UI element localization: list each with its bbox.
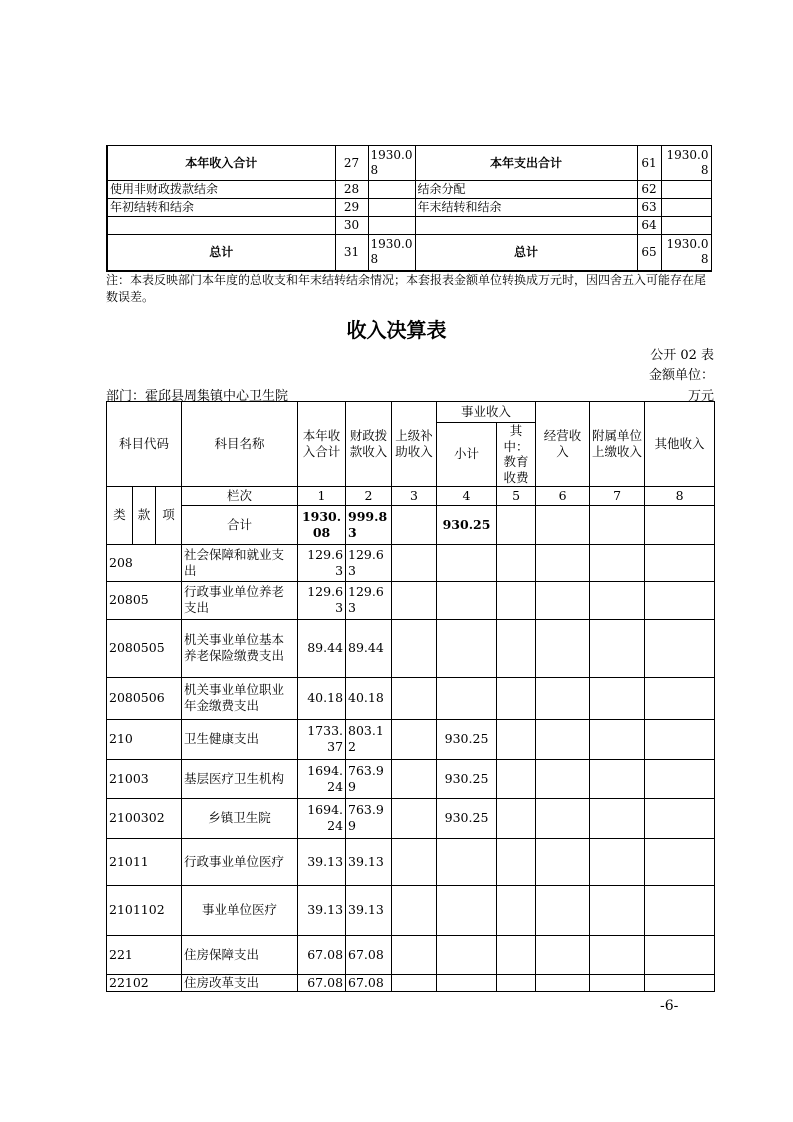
table-row — [107, 544, 715, 581]
header-c6: 经营收入 — [536, 402, 590, 487]
left-label: 本年收入合计 — [107, 146, 335, 181]
value-c3 — [392, 885, 437, 935]
value-c3 — [392, 798, 437, 838]
right-value — [661, 217, 711, 235]
right-label — [415, 217, 637, 235]
value-c4 — [437, 619, 497, 677]
value-c2: 129.63 — [346, 581, 392, 619]
header-name: 科目名称 — [182, 402, 298, 487]
right-line-no: 63 — [637, 199, 661, 217]
left-line-no: 28 — [335, 181, 368, 199]
column-number: 2 — [346, 486, 392, 505]
value-c6 — [536, 838, 590, 885]
value-c5 — [497, 885, 536, 935]
summary-row — [107, 217, 711, 235]
value-c8 — [645, 838, 715, 885]
value-c5 — [497, 759, 536, 798]
value-c4 — [437, 544, 497, 581]
subject-code: 21003 — [107, 759, 182, 798]
value-c7 — [590, 974, 645, 991]
value-c5 — [497, 798, 536, 838]
value-c2: 129.63 — [346, 544, 392, 581]
right-label: 结余分配 — [415, 181, 637, 199]
header-kuan: 款 — [133, 486, 156, 544]
value-c2: 67.08 — [346, 935, 392, 974]
left-line-no: 29 — [335, 199, 368, 217]
value-c7 — [590, 619, 645, 677]
value-c8 — [645, 544, 715, 581]
right-value: 1930.08 — [661, 235, 711, 271]
value-c2: 39.13 — [346, 838, 392, 885]
column-number: 8 — [645, 486, 715, 505]
value-c1: 1694.24 — [298, 798, 346, 838]
table-row — [107, 677, 715, 719]
value-c4 — [437, 838, 497, 885]
summary-table — [106, 145, 712, 272]
value-c5 — [497, 974, 536, 991]
table-row — [107, 885, 715, 935]
value-c8 — [645, 935, 715, 974]
left-line-no: 31 — [335, 235, 368, 271]
column-number: 5 — [497, 486, 536, 505]
subject-name: 机关事业单位职业年金缴费支出 — [182, 677, 298, 719]
page-number: -6- — [660, 998, 679, 1014]
subject-code: 22102 — [107, 974, 182, 991]
left-value: 1930.08 — [368, 146, 415, 181]
value-c8 — [645, 885, 715, 935]
value-c2: 40.18 — [346, 677, 392, 719]
page-title: 收入决算表 — [346, 318, 447, 342]
right-value: 1930.08 — [661, 146, 711, 181]
subject-code: 221 — [107, 935, 182, 974]
value-c3 — [392, 581, 437, 619]
left-value: 1930.08 — [368, 235, 415, 271]
income-table — [106, 401, 715, 992]
value-c1: 1694.24 — [298, 759, 346, 798]
subject-name: 行政事业单位养老支出 — [182, 581, 298, 619]
total-c5 — [497, 505, 536, 544]
subject-code: 2080505 — [107, 619, 182, 677]
header-lanci: 栏次 — [182, 486, 298, 505]
value-c3 — [392, 935, 437, 974]
value-c5 — [497, 581, 536, 619]
value-c7 — [590, 798, 645, 838]
header-c1: 本年收入合计 — [298, 402, 346, 487]
subject-code: 2080506 — [107, 677, 182, 719]
right-line-no: 61 — [637, 146, 661, 181]
subject-code: 21011 — [107, 838, 182, 885]
total-c1: 1930.08 — [298, 505, 346, 544]
value-c5 — [497, 935, 536, 974]
value-c1: 67.08 — [298, 974, 346, 991]
table-row — [107, 974, 715, 991]
subject-name: 事业单位医疗 — [182, 885, 298, 935]
value-c6 — [536, 677, 590, 719]
column-number: 6 — [536, 486, 590, 505]
value-c6 — [536, 619, 590, 677]
value-c3 — [392, 974, 437, 991]
subject-name: 乡镇卫生院 — [182, 798, 298, 838]
value-c5 — [497, 838, 536, 885]
table-row — [107, 619, 715, 677]
value-c8 — [645, 974, 715, 991]
subject-code: 210 — [107, 719, 182, 759]
subject-name: 住房保障支出 — [182, 935, 298, 974]
value-c3 — [392, 544, 437, 581]
table-note: 注：本表反映部门本年度的总收支和年末结转结余情况；本套报表金额单位转换成万元时，因四舍五入可能存在尾数误差。 — [106, 273, 707, 304]
table-row — [107, 719, 715, 759]
left-line-no: 27 — [335, 146, 368, 181]
value-c4 — [437, 885, 497, 935]
right-line-no: 64 — [637, 217, 661, 235]
subject-code: 208 — [107, 544, 182, 581]
value-c8 — [645, 798, 715, 838]
table-row — [107, 581, 715, 619]
value-c4 — [437, 974, 497, 991]
value-c7 — [590, 885, 645, 935]
left-line-no: 30 — [335, 217, 368, 235]
subject-code: 2101102 — [107, 885, 182, 935]
value-c7 — [590, 935, 645, 974]
total-c3 — [392, 505, 437, 544]
value-c5 — [497, 719, 536, 759]
subject-name: 住房改革支出 — [182, 974, 298, 991]
value-c3 — [392, 677, 437, 719]
subject-name: 机关事业单位基本养老保险缴费支出 — [182, 619, 298, 677]
header-lei: 类 — [107, 486, 133, 544]
value-c7 — [590, 581, 645, 619]
subject-code: 20805 — [107, 581, 182, 619]
value-c2: 763.99 — [346, 759, 392, 798]
table-row — [107, 759, 715, 798]
value-c3 — [392, 759, 437, 798]
value-c4 — [437, 677, 497, 719]
value-c6 — [536, 759, 590, 798]
column-number: 3 — [392, 486, 437, 505]
left-label: 使用非财政拨款结余 — [107, 181, 335, 199]
value-c7 — [590, 677, 645, 719]
right-value — [661, 199, 711, 217]
column-number: 7 — [590, 486, 645, 505]
value-c1: 89.44 — [298, 619, 346, 677]
value-c2: 39.13 — [346, 885, 392, 935]
value-c3 — [392, 838, 437, 885]
left-label: 总计 — [107, 235, 335, 271]
subject-name: 卫生健康支出 — [182, 719, 298, 759]
left-value — [368, 181, 415, 199]
total-c4: 930.25 — [437, 505, 497, 544]
table-row — [107, 935, 715, 974]
left-label — [107, 217, 335, 235]
header-business: 事业收入 — [437, 402, 536, 423]
value-c8 — [645, 719, 715, 759]
value-c6 — [536, 885, 590, 935]
total-c6 — [536, 505, 590, 544]
header-c8: 其他收入 — [645, 402, 715, 487]
value-c2: 89.44 — [346, 619, 392, 677]
value-c8 — [645, 759, 715, 798]
value-c1: 67.08 — [298, 935, 346, 974]
summary-row — [107, 181, 711, 199]
department-label: 部门：霍邱县周集镇中心卫生院 — [106, 389, 289, 404]
header-c3: 上级补助收入 — [392, 402, 437, 487]
header-c5: 其中：教育收费 — [497, 423, 536, 487]
value-c7 — [590, 719, 645, 759]
value-c7 — [590, 838, 645, 885]
value-c5 — [497, 677, 536, 719]
header-xiang: 项 — [156, 486, 182, 544]
value-c2: 763.99 — [346, 798, 392, 838]
value-c4: 930.25 — [437, 759, 497, 798]
value-c6 — [536, 798, 590, 838]
right-label: 总计 — [415, 235, 637, 271]
header-c2: 财政拨款收入 — [346, 402, 392, 487]
right-label: 年末结转和结余 — [415, 199, 637, 217]
value-c5 — [497, 619, 536, 677]
left-value — [368, 199, 415, 217]
subject-code: 2100302 — [107, 798, 182, 838]
column-number: 1 — [298, 486, 346, 505]
summary-row — [107, 146, 711, 181]
total-c7 — [590, 505, 645, 544]
value-c8 — [645, 677, 715, 719]
subject-name: 社会保障和就业支出 — [182, 544, 298, 581]
value-c4 — [437, 581, 497, 619]
right-line-no: 65 — [637, 235, 661, 271]
value-c3 — [392, 719, 437, 759]
value-c8 — [645, 581, 715, 619]
header-code: 科目代码 — [107, 402, 182, 487]
value-c1: 129.63 — [298, 544, 346, 581]
table-row — [107, 838, 715, 885]
value-c4: 930.25 — [437, 719, 497, 759]
left-label: 年初结转和结余 — [107, 199, 335, 217]
value-c7 — [590, 544, 645, 581]
value-c6 — [536, 935, 590, 974]
header-c4: 小计 — [437, 423, 497, 487]
column-number: 4 — [437, 486, 497, 505]
value-c2: 67.08 — [346, 974, 392, 991]
right-line-no: 62 — [637, 181, 661, 199]
value-c5 — [497, 544, 536, 581]
total-c2: 999.83 — [346, 505, 392, 544]
value-c6 — [536, 974, 590, 991]
value-c4 — [437, 935, 497, 974]
right-value — [661, 181, 711, 199]
value-c2: 803.12 — [346, 719, 392, 759]
value-c3 — [392, 619, 437, 677]
summary-row — [107, 199, 711, 217]
header-c7: 附属单位上缴收入 — [590, 402, 645, 487]
value-c1: 1733.37 — [298, 719, 346, 759]
subject-name: 行政事业单位医疗 — [182, 838, 298, 885]
value-c7 — [590, 759, 645, 798]
summary-row — [107, 235, 711, 271]
left-value — [368, 217, 415, 235]
subject-name: 基层医疗卫生机构 — [182, 759, 298, 798]
value-c8 — [645, 619, 715, 677]
value-c1: 40.18 — [298, 677, 346, 719]
unit-label: 金额单位： — [648, 368, 714, 383]
value-c6 — [536, 719, 590, 759]
value-c1: 39.13 — [298, 885, 346, 935]
total-c8 — [645, 505, 715, 544]
value-c6 — [536, 581, 590, 619]
value-c1: 39.13 — [298, 838, 346, 885]
value-c1: 129.63 — [298, 581, 346, 619]
table-number: 公开 02 表 — [650, 348, 714, 363]
total-label: 合计 — [182, 505, 298, 544]
table-row — [107, 798, 715, 838]
value-c4: 930.25 — [437, 798, 497, 838]
unit-value: 万元 — [687, 389, 714, 404]
right-label: 本年支出合计 — [415, 146, 637, 181]
value-c6 — [536, 544, 590, 581]
